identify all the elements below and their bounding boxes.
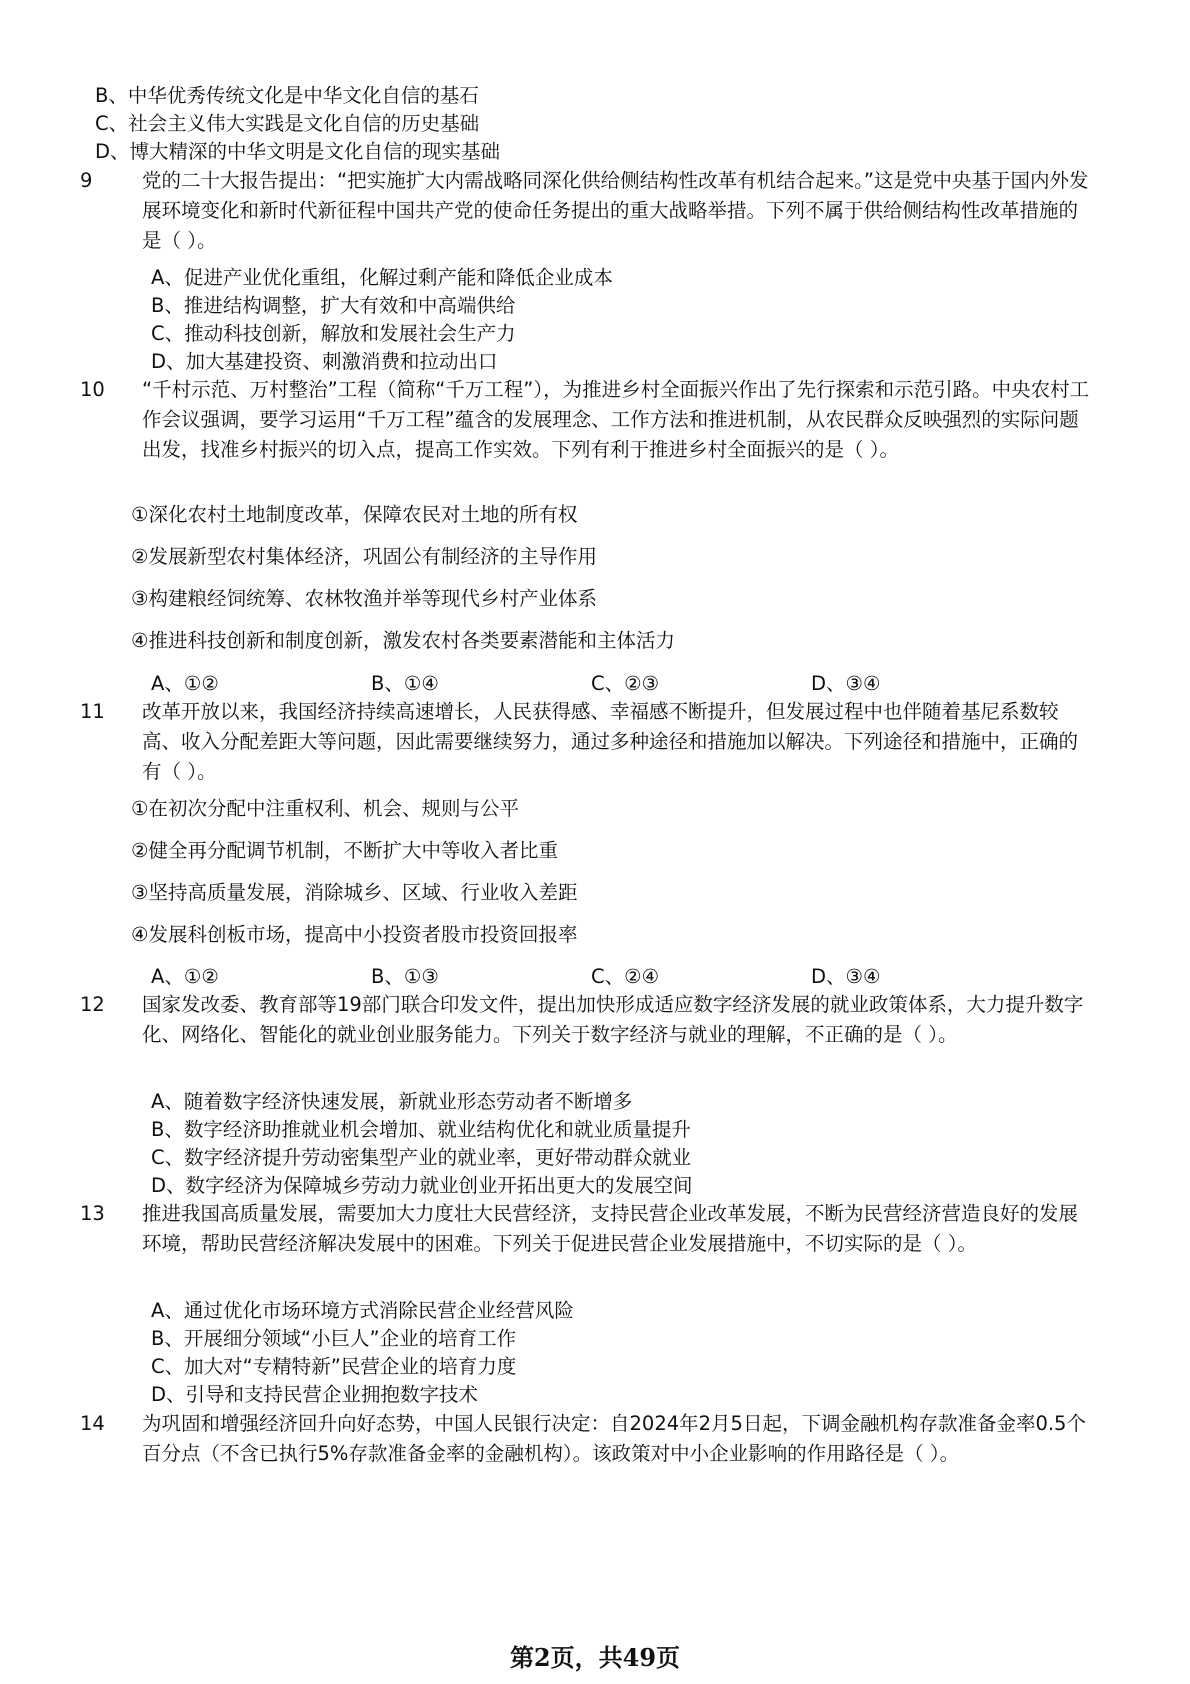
q11-stem: 改革开放以来，我国经济持续高速增长，人民获得感、幸福感不断提升，但发展过程中也伴随着基尼系数较高、收入分配差距大等问题，因此需要继续努力，通过多种途径和措施加以解决。下列途径和措施中，正确的有（ ）。 bbox=[142, 700, 1079, 783]
q8-option-d: D、博大精深的中华文明是文化自信的现实基础 bbox=[95, 140, 501, 163]
q10-option-a: A、①② bbox=[151, 672, 219, 695]
q13-stem: 推进我国高质量发展，需要加大力度壮大民营经济，支持民营企业改革发展，不断为民营经济营造良好的发展环境，帮助民营经济解决发展中的困难。下列关于促进民营企业发展措施中，不切实际的是（ ）。 bbox=[142, 1202, 1079, 1255]
q12-number: 12 bbox=[80, 993, 105, 1016]
page-footer: 第2页，共49页 bbox=[509, 1643, 681, 1672]
q10-statement-1: ①深化农村土地制度改革，保障农民对土地的所有权 bbox=[131, 503, 578, 526]
q9-option-d: D、加大基建投资、刺激消费和拉动出口 bbox=[151, 350, 498, 373]
q11-statement-3: ③坚持高质量发展，消除城乡、区域、行业收入差距 bbox=[131, 881, 578, 904]
q11-option-a: A、①② bbox=[151, 965, 219, 988]
q13-option-a: A、通过优化市场环境方式消除民营企业经营风险 bbox=[151, 1299, 574, 1322]
q12-stem: 国家发改委、教育部等19部门联合印发文件，提出加快形成适应数字经济发展的就业政策体系，大力提升数字化、网络化、智能化的就业创业服务能力。下列关于数字经济与就业的理解，不正确的是（ ）。 bbox=[142, 993, 1084, 1046]
q13-option-b: B、开展细分领域“小巨人”企业的培育工作 bbox=[151, 1327, 517, 1350]
q8-option-c: C、社会主义伟大实践是文化自信的历史基础 bbox=[95, 112, 480, 135]
q11-option-c: C、②④ bbox=[591, 965, 660, 988]
q10-statement-2: ②发展新型农村集体经济，巩固公有制经济的主导作用 bbox=[131, 545, 597, 568]
q12-option-a: A、随着数字经济快速发展，新就业形态劳动者不断增多 bbox=[151, 1090, 633, 1113]
q9-option-b: B、推进结构调整，扩大有效和中高端供给 bbox=[151, 294, 516, 317]
q12-option-b: B、数字经济助推就业机会增加、就业结构优化和就业质量提升 bbox=[151, 1118, 691, 1141]
q10-stem: “千村示范、万村整治”工程（简称“千万工程”），为推进乡村全面振兴作出了先行探索和示范引路。中央农村工作会议强调，要学习运用“千万工程”蕴含的发展理念、工作方法和推进机制，从农民群众反映强烈的实际问题出发，找准乡村振兴的切入点，提高工作实效。下列有利于推进乡村全面振兴的是（ ）。 bbox=[142, 378, 1090, 461]
q13-option-c: C、加大对“专精特新”民营企业的培育力度 bbox=[151, 1355, 517, 1378]
q10-option-b: B、①④ bbox=[371, 672, 439, 695]
q13-number: 13 bbox=[80, 1202, 105, 1225]
q9-number: 9 bbox=[80, 169, 93, 192]
q11-statement-4: ④发展科创板市场，提高中小投资者股市投资回报率 bbox=[131, 923, 578, 946]
q11-statement-2: ②健全再分配调节机制，不断扩大中等收入者比重 bbox=[131, 839, 558, 862]
q10-statement-3: ③构建粮经饲统筹、农林牧渔并举等现代乡村产业体系 bbox=[131, 587, 597, 610]
q9-stem: 党的二十大报告提出：“把实施扩大内需战略同深化供给侧结构性改革有机结合起来。”这是党中央基于国内外发展环境变化和新时代新征程中国共产党的使命任务提出的重大战略举措。下列不属于供给侧结构性改革措施的是（ ）。 bbox=[142, 169, 1089, 252]
q10-option-c: C、②③ bbox=[591, 672, 660, 695]
q10-statement-4: ④推进科技创新和制度创新，激发农村各类要素潜能和主体活力 bbox=[131, 629, 675, 652]
q9-option-c: C、推动科技创新，解放和发展社会生产力 bbox=[151, 322, 516, 345]
q9-option-a: A、促进产业优化重组，化解过剩产能和降低企业成本 bbox=[151, 266, 613, 289]
q14-number: 14 bbox=[80, 1412, 105, 1435]
q13-option-d: D、引导和支持民营企业拥抱数字技术 bbox=[151, 1383, 479, 1406]
q11-number: 11 bbox=[80, 700, 105, 723]
q11-option-b: B、①③ bbox=[371, 965, 439, 988]
q10-number: 10 bbox=[80, 378, 105, 401]
q14-stem: 为巩固和增强经济回升向好态势，中国人民银行决定：自2024年2月5日起，下调金融机构存款准备金率0.5个百分点（不含已执行5%存款准备金率的金融机构）。该政策对中小企业影响的作用路径是（ ）。 bbox=[142, 1412, 1086, 1465]
q12-option-c: C、数字经济提升劳动密集型产业的就业率，更好带动群众就业 bbox=[151, 1146, 692, 1169]
q12-option-d: D、数字经济为保障城乡劳动力就业创业开拓出更大的发展空间 bbox=[151, 1174, 693, 1197]
q10-option-d: D、③④ bbox=[811, 672, 881, 695]
q11-option-d: D、③④ bbox=[811, 965, 881, 988]
q11-statement-1: ①在初次分配中注重权利、机会、规则与公平 bbox=[131, 797, 519, 820]
q8-option-b: B、中华优秀传统文化是中华文化自信的基石 bbox=[95, 84, 479, 107]
